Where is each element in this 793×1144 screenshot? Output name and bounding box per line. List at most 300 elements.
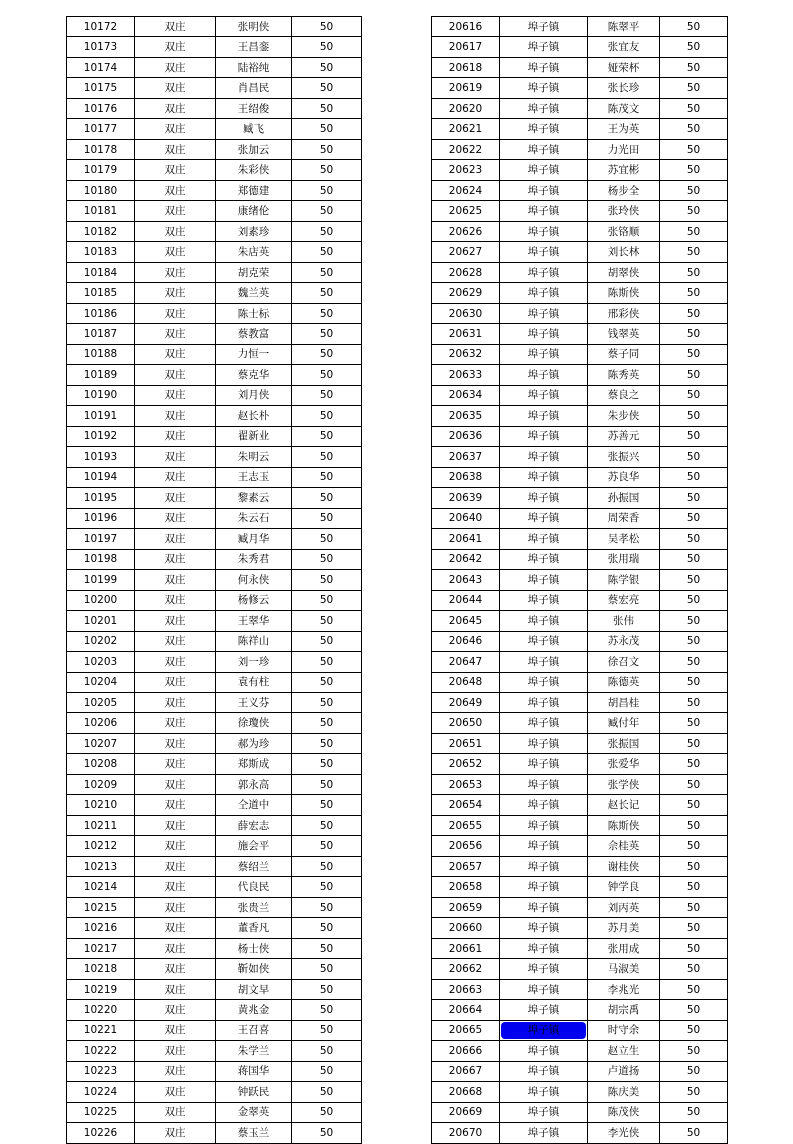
id-cell[interactable]: 10208	[67, 754, 135, 774]
name-cell[interactable]: 郝为珍	[216, 733, 292, 753]
name-cell[interactable]: 蔡子同	[588, 344, 660, 364]
amount-cell[interactable]: 50	[292, 1000, 362, 1020]
town-cell[interactable]: 双庄	[135, 262, 216, 282]
name-cell[interactable]: 陈祥山	[216, 631, 292, 651]
town-cell[interactable]: 埠子镇	[500, 262, 588, 282]
amount-cell[interactable]: 50	[660, 1020, 728, 1040]
name-cell[interactable]: 郑德建	[216, 180, 292, 200]
name-cell[interactable]: 王为英	[588, 119, 660, 139]
name-cell[interactable]: 杨步全	[588, 180, 660, 200]
town-cell[interactable]: 双庄	[135, 733, 216, 753]
id-cell[interactable]: 10177	[67, 119, 135, 139]
id-cell[interactable]: 20638	[432, 467, 500, 487]
town-cell[interactable]: 双庄	[135, 467, 216, 487]
name-cell[interactable]: 陈斯侠	[588, 815, 660, 835]
id-cell[interactable]: 20649	[432, 692, 500, 712]
town-cell[interactable]: 埠子镇	[500, 139, 588, 159]
name-cell[interactable]: 袁有柱	[216, 672, 292, 692]
name-cell[interactable]: 蔡绍兰	[216, 856, 292, 876]
amount-cell[interactable]: 50	[660, 570, 728, 590]
name-cell[interactable]: 陆裕纯	[216, 57, 292, 77]
name-cell[interactable]: 胡翠侠	[588, 262, 660, 282]
id-cell[interactable]: 10183	[67, 242, 135, 262]
amount-cell[interactable]: 50	[292, 590, 362, 610]
town-cell[interactable]: 双庄	[135, 78, 216, 98]
amount-cell[interactable]: 50	[660, 385, 728, 405]
town-cell[interactable]: 埠子镇	[500, 856, 588, 876]
id-cell[interactable]: 20670	[432, 1123, 500, 1143]
id-cell[interactable]: 10194	[67, 467, 135, 487]
amount-cell[interactable]: 50	[660, 139, 728, 159]
id-cell[interactable]: 20659	[432, 897, 500, 917]
id-cell[interactable]: 20646	[432, 631, 500, 651]
name-cell[interactable]: 张振兴	[588, 447, 660, 467]
town-cell[interactable]: 双庄	[135, 426, 216, 446]
amount-cell[interactable]: 50	[660, 815, 728, 835]
id-cell[interactable]: 10225	[67, 1102, 135, 1122]
town-cell[interactable]: 双庄	[135, 447, 216, 467]
town-cell[interactable]: 埠子镇	[500, 877, 588, 897]
town-cell[interactable]: 双庄	[135, 201, 216, 221]
town-cell[interactable]: 埠子镇	[500, 672, 588, 692]
name-cell[interactable]: 王义芬	[216, 692, 292, 712]
name-cell[interactable]: 蔡良之	[588, 385, 660, 405]
id-cell[interactable]: 10205	[67, 692, 135, 712]
id-cell[interactable]: 10217	[67, 938, 135, 958]
town-cell[interactable]: 双庄	[135, 1123, 216, 1143]
amount-cell[interactable]: 50	[660, 1102, 728, 1122]
amount-cell[interactable]: 50	[292, 37, 362, 57]
name-cell[interactable]: 苏永茂	[588, 631, 660, 651]
town-cell[interactable]: 埠子镇	[500, 549, 588, 569]
town-cell[interactable]: 双庄	[135, 897, 216, 917]
town-cell[interactable]: 埠子镇	[500, 959, 588, 979]
amount-cell[interactable]: 50	[660, 180, 728, 200]
name-cell[interactable]: 马淑美	[588, 959, 660, 979]
town-cell[interactable]: 双庄	[135, 549, 216, 569]
town-cell[interactable]: 双庄	[135, 1000, 216, 1020]
town-cell[interactable]: 双庄	[135, 1020, 216, 1040]
id-cell[interactable]: 20617	[432, 37, 500, 57]
name-cell[interactable]: 陈学银	[588, 570, 660, 590]
name-cell[interactable]: 杨士侠	[216, 938, 292, 958]
name-cell[interactable]: 刘一珍	[216, 652, 292, 672]
town-cell[interactable]: 埠子镇	[500, 897, 588, 917]
town-cell[interactable]: 埠子镇	[500, 78, 588, 98]
amount-cell[interactable]: 50	[660, 119, 728, 139]
amount-cell[interactable]: 50	[660, 303, 728, 323]
id-cell[interactable]: 20625	[432, 201, 500, 221]
id-cell[interactable]: 10206	[67, 713, 135, 733]
name-cell[interactable]: 苏良华	[588, 467, 660, 487]
id-cell[interactable]: 20632	[432, 344, 500, 364]
amount-cell[interactable]: 50	[292, 692, 362, 712]
name-cell[interactable]: 胡宗禹	[588, 1000, 660, 1020]
town-cell[interactable]: 双庄	[135, 508, 216, 528]
name-cell[interactable]: 张伟	[588, 611, 660, 631]
town-cell[interactable]: 双庄	[135, 57, 216, 77]
name-cell[interactable]: 施会平	[216, 836, 292, 856]
id-cell[interactable]: 10197	[67, 529, 135, 549]
id-cell[interactable]: 20645	[432, 611, 500, 631]
id-cell[interactable]: 20619	[432, 78, 500, 98]
town-cell[interactable]: 埠子镇	[500, 37, 588, 57]
id-cell[interactable]: 10220	[67, 1000, 135, 1020]
name-cell[interactable]: 陈秀英	[588, 365, 660, 385]
name-cell[interactable]: 赵长朴	[216, 406, 292, 426]
amount-cell[interactable]: 50	[292, 795, 362, 815]
town-cell[interactable]: 双庄	[135, 303, 216, 323]
amount-cell[interactable]: 50	[660, 344, 728, 364]
name-cell[interactable]: 王绍俊	[216, 98, 292, 118]
name-cell[interactable]: 周荣香	[588, 508, 660, 528]
town-cell[interactable]: 埠子镇	[500, 344, 588, 364]
town-cell[interactable]: 埠子镇	[500, 692, 588, 712]
name-cell[interactable]: 陈庆美	[588, 1082, 660, 1102]
name-cell[interactable]: 蔡宏亮	[588, 590, 660, 610]
amount-cell[interactable]: 50	[660, 733, 728, 753]
amount-cell[interactable]: 50	[292, 426, 362, 446]
town-cell[interactable]: 埠子镇	[500, 1123, 588, 1143]
town-cell[interactable]: 双庄	[135, 529, 216, 549]
amount-cell[interactable]: 50	[660, 713, 728, 733]
id-cell[interactable]: 20644	[432, 590, 500, 610]
id-cell[interactable]: 20650	[432, 713, 500, 733]
id-cell[interactable]: 10203	[67, 652, 135, 672]
amount-cell[interactable]: 50	[660, 201, 728, 221]
id-cell[interactable]: 10198	[67, 549, 135, 569]
amount-cell[interactable]: 50	[292, 1061, 362, 1081]
name-cell[interactable]: 臧飞	[216, 119, 292, 139]
name-cell[interactable]: 邢彩侠	[588, 303, 660, 323]
town-cell[interactable]: 双庄	[135, 979, 216, 999]
amount-cell[interactable]: 50	[660, 877, 728, 897]
town-cell[interactable]: 埠子镇	[500, 201, 588, 221]
id-cell[interactable]: 20663	[432, 979, 500, 999]
name-cell[interactable]: 薛宏志	[216, 815, 292, 835]
name-cell[interactable]: 赵长记	[588, 795, 660, 815]
amount-cell[interactable]: 50	[660, 774, 728, 794]
name-cell[interactable]: 仝道中	[216, 795, 292, 815]
amount-cell[interactable]: 50	[292, 160, 362, 180]
name-cell[interactable]: 张宜友	[588, 37, 660, 57]
name-cell[interactable]: 张长珍	[588, 78, 660, 98]
amount-cell[interactable]: 50	[660, 1061, 728, 1081]
name-cell[interactable]: 靳如侠	[216, 959, 292, 979]
name-cell[interactable]: 王翠华	[216, 611, 292, 631]
amount-cell[interactable]: 50	[292, 98, 362, 118]
amount-cell[interactable]: 50	[292, 57, 362, 77]
name-cell[interactable]: 王召喜	[216, 1020, 292, 1040]
town-cell[interactable]: 埠子镇	[500, 221, 588, 241]
name-cell[interactable]: 徐召文	[588, 652, 660, 672]
amount-cell[interactable]: 50	[660, 897, 728, 917]
name-cell[interactable]: 朱彩侠	[216, 160, 292, 180]
amount-cell[interactable]: 50	[292, 754, 362, 774]
name-cell[interactable]: 张铬顺	[588, 221, 660, 241]
town-cell[interactable]: 双庄	[135, 221, 216, 241]
town-cell[interactable]: 双庄	[135, 631, 216, 651]
amount-cell[interactable]: 50	[292, 672, 362, 692]
id-cell[interactable]: 20658	[432, 877, 500, 897]
name-cell[interactable]: 王志玉	[216, 467, 292, 487]
id-cell[interactable]: 10218	[67, 959, 135, 979]
id-cell[interactable]: 10199	[67, 570, 135, 590]
amount-cell[interactable]: 50	[660, 365, 728, 385]
amount-cell[interactable]: 50	[292, 774, 362, 794]
town-cell[interactable]: 双庄	[135, 856, 216, 876]
town-cell[interactable]: 双庄	[135, 713, 216, 733]
town-cell[interactable]: 双庄	[135, 139, 216, 159]
amount-cell[interactable]: 50	[660, 611, 728, 631]
amount-cell[interactable]: 50	[292, 221, 362, 241]
amount-cell[interactable]: 50	[292, 242, 362, 262]
town-cell[interactable]: 双庄	[135, 180, 216, 200]
name-cell[interactable]: 朱秀君	[216, 549, 292, 569]
id-cell[interactable]: 10186	[67, 303, 135, 323]
name-cell[interactable]: 代良民	[216, 877, 292, 897]
name-cell[interactable]: 苏善元	[588, 426, 660, 446]
amount-cell[interactable]: 50	[660, 1082, 728, 1102]
amount-cell[interactable]: 50	[660, 795, 728, 815]
name-cell[interactable]: 康绪伦	[216, 201, 292, 221]
town-cell[interactable]: 埠子镇	[500, 529, 588, 549]
town-cell[interactable]: 双庄	[135, 119, 216, 139]
name-cell[interactable]: 王昌銮	[216, 37, 292, 57]
name-cell[interactable]: 臧付年	[588, 713, 660, 733]
id-cell[interactable]: 10201	[67, 611, 135, 631]
amount-cell[interactable]: 50	[292, 385, 362, 405]
name-cell[interactable]: 吴孝松	[588, 529, 660, 549]
amount-cell[interactable]: 50	[292, 447, 362, 467]
id-cell[interactable]: 20627	[432, 242, 500, 262]
id-cell[interactable]: 10223	[67, 1061, 135, 1081]
town-cell[interactable]: 双庄	[135, 836, 216, 856]
id-cell[interactable]: 20648	[432, 672, 500, 692]
town-cell[interactable]: 双庄	[135, 1082, 216, 1102]
town-cell[interactable]: 双庄	[135, 611, 216, 631]
id-cell[interactable]: 10176	[67, 98, 135, 118]
name-cell[interactable]: 张用成	[588, 938, 660, 958]
id-cell[interactable]: 10175	[67, 78, 135, 98]
town-cell[interactable]: 埠子镇	[500, 57, 588, 77]
amount-cell[interactable]: 50	[660, 406, 728, 426]
id-cell[interactable]: 20653	[432, 774, 500, 794]
amount-cell[interactable]: 50	[292, 119, 362, 139]
id-cell[interactable]: 10192	[67, 426, 135, 446]
id-cell[interactable]: 20621	[432, 119, 500, 139]
town-cell[interactable]: 埠子镇	[500, 611, 588, 631]
name-cell[interactable]: 张贵兰	[216, 897, 292, 917]
amount-cell[interactable]: 50	[660, 1123, 728, 1143]
name-cell[interactable]: 郑斯成	[216, 754, 292, 774]
id-cell[interactable]: 10213	[67, 856, 135, 876]
name-cell[interactable]: 陈士标	[216, 303, 292, 323]
town-cell[interactable]: 埠子镇	[500, 160, 588, 180]
amount-cell[interactable]: 50	[660, 508, 728, 528]
id-cell[interactable]: 10219	[67, 979, 135, 999]
name-cell[interactable]: 翟新业	[216, 426, 292, 446]
amount-cell[interactable]: 50	[292, 488, 362, 508]
name-cell[interactable]: 钟学良	[588, 877, 660, 897]
id-cell[interactable]: 20618	[432, 57, 500, 77]
id-cell[interactable]: 10190	[67, 385, 135, 405]
name-cell[interactable]: 蒋国华	[216, 1061, 292, 1081]
amount-cell[interactable]: 50	[660, 652, 728, 672]
id-cell[interactable]: 10181	[67, 201, 135, 221]
id-cell[interactable]: 10193	[67, 447, 135, 467]
id-cell[interactable]: 20635	[432, 406, 500, 426]
name-cell[interactable]: 朱学兰	[216, 1041, 292, 1061]
id-cell[interactable]: 20628	[432, 262, 500, 282]
id-cell[interactable]: 10210	[67, 795, 135, 815]
id-cell[interactable]: 20660	[432, 918, 500, 938]
town-cell[interactable]: 埠子镇	[500, 754, 588, 774]
town-cell[interactable]: 双庄	[135, 1061, 216, 1081]
name-cell[interactable]: 陈翠平	[588, 17, 660, 37]
town-cell[interactable]: 埠子镇	[500, 406, 588, 426]
town-cell[interactable]: 双庄	[135, 959, 216, 979]
amount-cell[interactable]: 50	[292, 180, 362, 200]
name-cell[interactable]: 刘月侠	[216, 385, 292, 405]
id-cell[interactable]: 10196	[67, 508, 135, 528]
town-cell[interactable]: 埠子镇	[500, 795, 588, 815]
id-cell[interactable]: 20657	[432, 856, 500, 876]
town-cell[interactable]: 双庄	[135, 385, 216, 405]
town-cell[interactable]: 埠子镇	[500, 467, 588, 487]
name-cell[interactable]: 陈茂侠	[588, 1102, 660, 1122]
name-cell[interactable]: 朱云石	[216, 508, 292, 528]
selected-town-cell[interactable]	[500, 1020, 588, 1040]
amount-cell[interactable]: 50	[292, 713, 362, 733]
name-cell[interactable]: 胡克荣	[216, 262, 292, 282]
amount-cell[interactable]: 50	[292, 1123, 362, 1143]
town-cell[interactable]: 双庄	[135, 283, 216, 303]
amount-cell[interactable]: 50	[660, 1041, 728, 1061]
name-cell[interactable]: 张振国	[588, 733, 660, 753]
amount-cell[interactable]: 50	[292, 815, 362, 835]
town-cell[interactable]: 埠子镇	[500, 426, 588, 446]
amount-cell[interactable]: 50	[660, 979, 728, 999]
id-cell[interactable]: 20661	[432, 938, 500, 958]
id-cell[interactable]: 10207	[67, 733, 135, 753]
id-cell[interactable]: 10178	[67, 139, 135, 159]
id-cell[interactable]: 10202	[67, 631, 135, 651]
id-cell[interactable]: 10195	[67, 488, 135, 508]
town-cell[interactable]: 埠子镇	[500, 447, 588, 467]
town-cell[interactable]: 双庄	[135, 37, 216, 57]
id-cell[interactable]: 20662	[432, 959, 500, 979]
town-cell[interactable]: 埠子镇	[500, 590, 588, 610]
amount-cell[interactable]: 50	[660, 467, 728, 487]
id-cell[interactable]: 10180	[67, 180, 135, 200]
town-cell[interactable]: 埠子镇	[500, 303, 588, 323]
town-cell[interactable]: 埠子镇	[500, 1082, 588, 1102]
id-cell[interactable]: 20665	[432, 1020, 500, 1040]
town-cell[interactable]: 双庄	[135, 652, 216, 672]
name-cell[interactable]: 魏兰英	[216, 283, 292, 303]
amount-cell[interactable]: 50	[660, 856, 728, 876]
amount-cell[interactable]: 50	[292, 17, 362, 37]
id-cell[interactable]: 20626	[432, 221, 500, 241]
name-cell[interactable]: 金翠英	[216, 1102, 292, 1122]
town-cell[interactable]: 埠子镇	[500, 918, 588, 938]
id-cell[interactable]: 20654	[432, 795, 500, 815]
id-cell[interactable]: 10212	[67, 836, 135, 856]
id-cell[interactable]: 20651	[432, 733, 500, 753]
name-cell[interactable]: 朱明云	[216, 447, 292, 467]
name-cell[interactable]: 谢桂侠	[588, 856, 660, 876]
amount-cell[interactable]: 50	[660, 529, 728, 549]
town-cell[interactable]: 双庄	[135, 590, 216, 610]
id-cell[interactable]: 20636	[432, 426, 500, 446]
amount-cell[interactable]: 50	[660, 488, 728, 508]
town-cell[interactable]: 埠子镇	[500, 713, 588, 733]
town-cell[interactable]: 埠子镇	[500, 17, 588, 37]
amount-cell[interactable]: 50	[292, 139, 362, 159]
town-cell[interactable]: 埠子镇	[500, 98, 588, 118]
town-cell[interactable]: 埠子镇	[500, 836, 588, 856]
id-cell[interactable]: 10173	[67, 37, 135, 57]
town-cell[interactable]: 埠子镇	[500, 488, 588, 508]
name-cell[interactable]: 杨修云	[216, 590, 292, 610]
name-cell[interactable]: 张加云	[216, 139, 292, 159]
town-cell[interactable]: 双庄	[135, 1041, 216, 1061]
town-cell[interactable]: 双庄	[135, 1102, 216, 1122]
id-cell[interactable]: 20623	[432, 160, 500, 180]
amount-cell[interactable]: 50	[660, 283, 728, 303]
amount-cell[interactable]: 50	[660, 37, 728, 57]
amount-cell[interactable]: 50	[660, 754, 728, 774]
town-cell[interactable]: 双庄	[135, 365, 216, 385]
amount-cell[interactable]: 50	[660, 692, 728, 712]
amount-cell[interactable]: 50	[292, 877, 362, 897]
amount-cell[interactable]: 50	[292, 508, 362, 528]
amount-cell[interactable]: 50	[292, 467, 362, 487]
town-cell[interactable]: 双庄	[135, 938, 216, 958]
name-cell[interactable]: 钟跃民	[216, 1082, 292, 1102]
amount-cell[interactable]: 50	[292, 529, 362, 549]
id-cell[interactable]: 10184	[67, 262, 135, 282]
town-cell[interactable]: 埠子镇	[500, 652, 588, 672]
name-cell[interactable]: 力恒一	[216, 344, 292, 364]
name-cell[interactable]: 刘长林	[588, 242, 660, 262]
id-cell[interactable]: 20655	[432, 815, 500, 835]
name-cell[interactable]: 朱店英	[216, 242, 292, 262]
amount-cell[interactable]: 50	[292, 365, 362, 385]
id-cell[interactable]: 10185	[67, 283, 135, 303]
id-cell[interactable]: 20641	[432, 529, 500, 549]
town-cell[interactable]: 双庄	[135, 877, 216, 897]
id-cell[interactable]: 10174	[67, 57, 135, 77]
amount-cell[interactable]: 50	[292, 631, 362, 651]
id-cell[interactable]: 20667	[432, 1061, 500, 1081]
amount-cell[interactable]: 50	[660, 836, 728, 856]
id-cell[interactable]: 20637	[432, 447, 500, 467]
name-cell[interactable]: 陈德英	[588, 672, 660, 692]
amount-cell[interactable]: 50	[292, 856, 362, 876]
id-cell[interactable]: 10172	[67, 17, 135, 37]
id-cell[interactable]: 20631	[432, 324, 500, 344]
id-cell[interactable]: 10214	[67, 877, 135, 897]
amount-cell[interactable]: 50	[292, 1020, 362, 1040]
amount-cell[interactable]: 50	[292, 918, 362, 938]
id-cell[interactable]: 10226	[67, 1123, 135, 1143]
name-cell[interactable]: 朱步侠	[588, 406, 660, 426]
amount-cell[interactable]: 50	[660, 631, 728, 651]
amount-cell[interactable]: 50	[292, 1041, 362, 1061]
id-cell[interactable]: 20622	[432, 139, 500, 159]
